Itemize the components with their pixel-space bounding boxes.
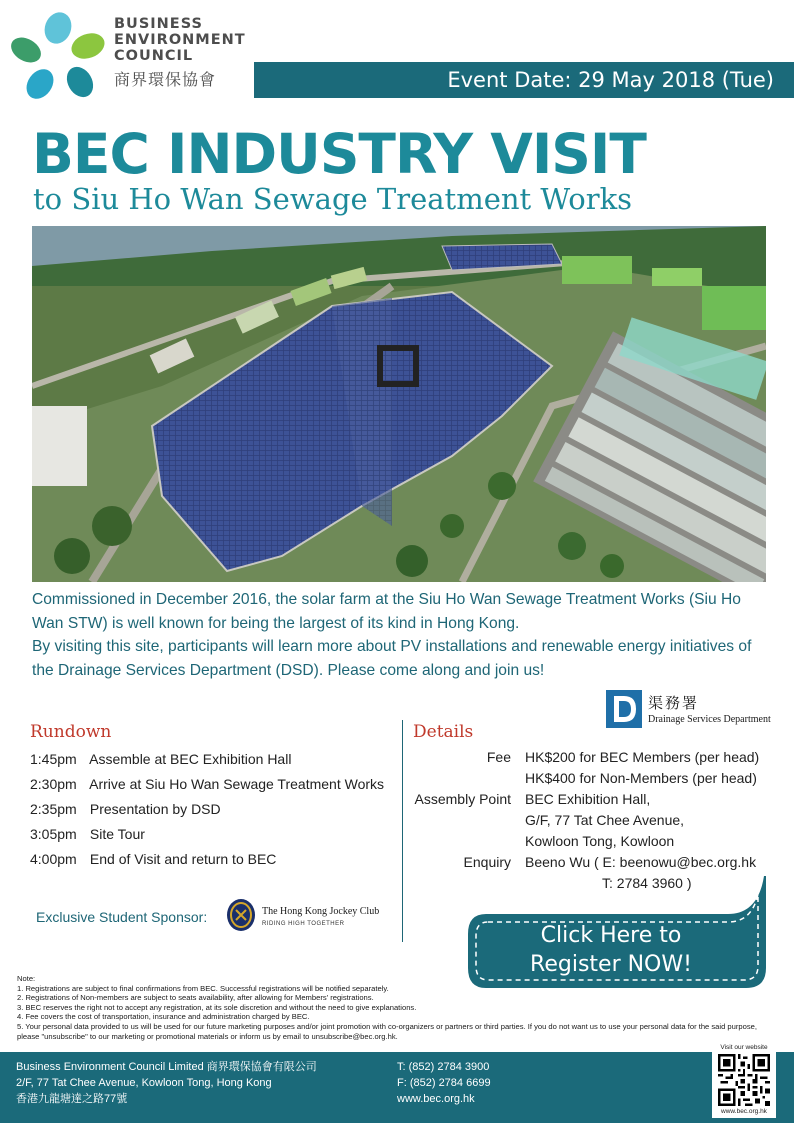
rundown-activity: Presentation by DSD [89,801,221,817]
assembly-line: Kowloon Tong, Kowloon [525,833,675,849]
rundown-item [30,850,384,875]
note-item: 1. Registrations are subject to final confirmations from BEC. Successful registrations will be notified separately. [17,983,389,993]
register-button[interactable] [466,876,768,990]
rundown-activity: End of Visit and return to BEC [89,851,277,867]
sponsor-tagline: RIDING HIGH TOGETHER [262,921,345,927]
assembly-line: BEC Exhibition Hall, [525,791,651,807]
sponsor-name: The Hong Kong Jockey Club [262,906,380,917]
rundown-time: 4:00pm [30,851,77,867]
rundown-activity: Site Tour [89,826,145,842]
intro-text [32,588,772,682]
organization-name-line-1: BUSINESS [114,16,203,32]
dsd-emblem-icon [606,690,642,728]
details-list [412,748,772,895]
fee-non-members: HK$400 for Non-Members (per head) [525,770,757,786]
enquiry-contact: Beeno Wu ( E: beenowu@bec.org.hk [525,854,757,870]
footer-fax: F: (852) 2784 6699 [397,1077,491,1089]
rundown-time: 1:45pm [30,751,77,767]
rundown-activity: Arrive at Siu Ho Wan Sewage Treatment Works [89,776,385,792]
rundown-heading: Rundown [30,722,112,742]
assembly-label: Assembly Point [414,791,511,807]
qr-code-panel[interactable] [712,1044,776,1118]
details-heading: Details [413,722,474,742]
assembly-line: G/F, 77 Tat Chee Avenue, [525,812,685,828]
footer-website-link[interactable]: www.bec.org.hk [397,1093,475,1105]
enquiry-phone: T: 2784 3960 ) [602,875,692,891]
section-divider [402,720,403,942]
rundown-item [30,825,384,850]
enquiry-row [412,853,772,874]
dsd-logo [606,690,776,730]
note-item: 3. BEC reserves the right not to accept any registration, at its sole discretion and without the need to give explanations. [17,1002,417,1012]
enquiry-label: Enquiry [463,854,511,870]
sponsor-label: Exclusive Student Sponsor: [36,909,208,925]
footer-address [16,1059,317,1107]
assembly-row [412,790,772,811]
notes [17,974,781,1041]
note-item: 4. Fee covers the cost of transportation, insurance and administration charged by BEC. [17,1012,310,1022]
solar-farm-aerial-photo [32,226,766,582]
qr-url: www.bec.org.hk [721,1108,767,1115]
event-date-banner [254,62,794,98]
footer [0,1052,794,1123]
intro-paragraph-2: By visiting this site, participants will learn more about PV installations and renewable energy initiatives of the Drainage Services Department (DSD). Please come along and join us! [32,638,752,679]
rundown-activity: Assemble at BEC Exhibition Hall [89,751,292,767]
footer-address-cn: 香港九龍塘達之路77號 [16,1093,128,1105]
qr-label: Visit our website [720,1044,768,1051]
organization-name-line-2: ENVIRONMENT [114,32,246,48]
rundown-time: 2:30pm [30,776,77,792]
register-button-label: Click Here to Register NOW! [530,923,692,977]
bec-logo [10,12,106,102]
dsd-name-en: Drainage Services Department [648,714,771,725]
dsd-name-cn: 渠務署 [648,694,700,712]
footer-contact [397,1059,491,1107]
fee-row [412,748,772,769]
page-subtitle: to Siu Ho Wan Sewage Treatment Works [33,182,633,216]
hkjc-emblem-icon [226,898,256,932]
note-item: 2. Registrations of Non-members are subject to seats availability, after allowing for Members' registrations. [17,993,374,1003]
footer-phone: T: (852) 2784 3900 [397,1061,490,1073]
note-item: 5. Your personal data provided to us will be used for our future marketing purposes and/or joint promotion with co-organizers or partners or third parties. If you do not want us to use your personal data for the said purpose, please "unsubscribe" to our marketing or promotional materials or inform us by email to unsubscribe@bec.org.hk. [17,1021,757,1041]
rundown-item [30,800,384,825]
hkjc-logo [226,898,380,934]
organization-name [114,16,246,90]
rundown-time: 2:35pm [30,801,77,817]
rundown-time: 3:05pm [30,826,77,842]
organization-name-cn: 商界環保協會 [114,70,217,89]
qr-code-icon [718,1054,770,1106]
rundown-item [30,775,384,800]
organization-name-line-3: COUNCIL [114,48,194,64]
note-heading: Note: [17,974,36,983]
footer-address-en: 2/F, 77 Tat Chee Avenue, Kowloon Tong, Hong Kong [16,1077,272,1089]
intro-paragraph-1: Commissioned in December 2016, the solar farm at the Siu Ho Wan Sewage Treatment Works (Siu Ho Wan STW) is well known for being the largest of its kind in Hong Kong. [32,591,741,632]
fee-row [412,769,772,790]
assembly-row [412,832,772,853]
event-date: Event Date: 29 May 2018 (Tue) [447,68,774,92]
rundown-item [30,750,384,775]
page-title: BEC INDUSTRY VISIT [32,122,646,186]
fee-label: Fee [486,749,511,765]
assembly-row [412,811,772,832]
footer-org-name: Business Environment Council Limited 商界環保協會有限公司 [16,1061,317,1073]
rundown-list [30,750,384,875]
fee-members: HK$200 for BEC Members (per head) [525,749,760,765]
